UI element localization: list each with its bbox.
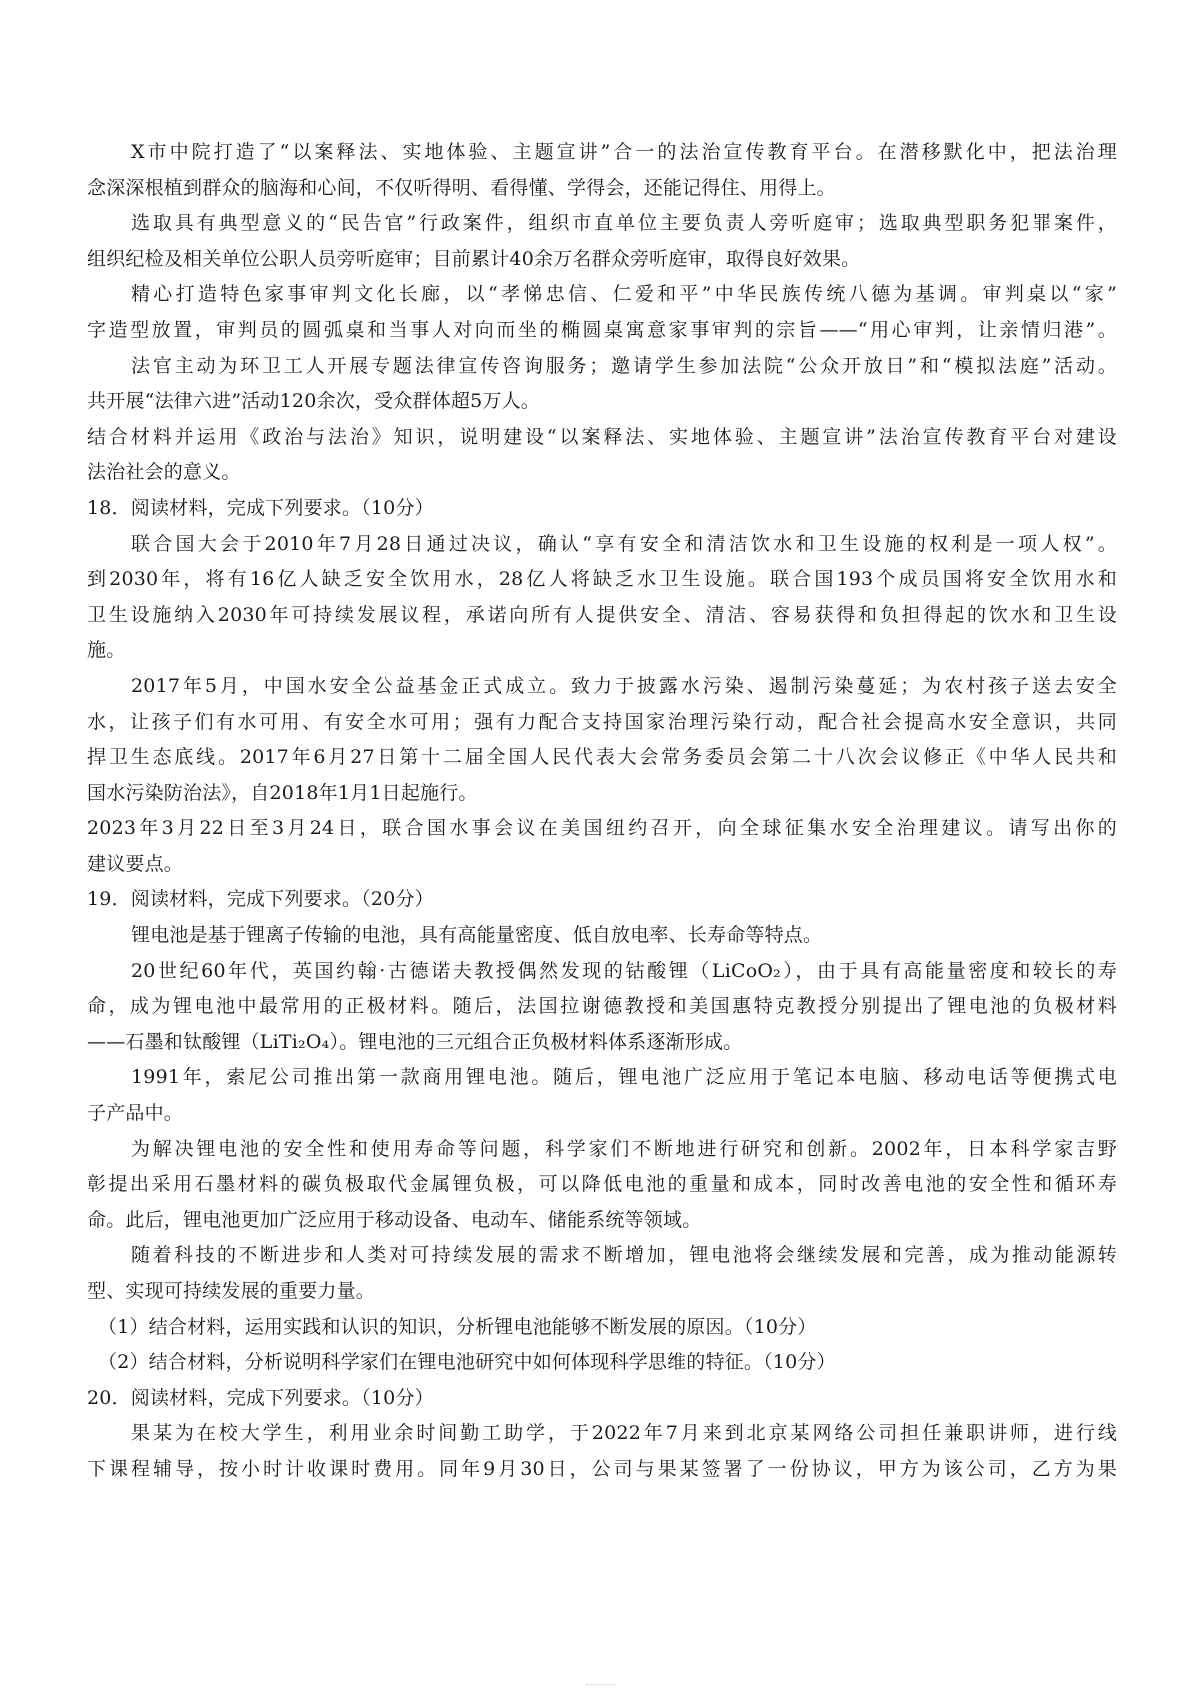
text-line: 彰提出采用石墨材料的碳负极取代金属锂负极，可以降低电池的重量和成本，同时改善电池的安全性和循环寿 [87,1173,1117,1196]
text-line: 组织纪检及相关单位公职人员旁听庭审；目前累计40余万名群众旁听庭审，取得良好效果。 [87,247,861,270]
text-line: 型、实现可持续发展的重要力量。 [87,1280,376,1302]
text-line: 联合国大会于2010年7月28日通过决议，确认“享有安全和清洁饮水和卫生设施的权利是一项人权”。 [131,532,1117,555]
text-line: 子产品中。 [87,1102,184,1125]
text-line: 结合材料并运用《政治与法治》知识，说明建设“以案释法、实地体验、主题宣讲”法治宣传教育平台对建设 [87,425,1117,448]
text-line: 念深深根植到群众的脑海和心间，不仅听得明、看得懂、学得会，还能记得住、用得上。 [87,176,836,199]
text-line: 1991年，索尼公司推出第一款商用锂电池。随后，锂电池广泛应用于笔记本电脑、移动电话等便携式电 [131,1066,1117,1089]
text-line: 建议要点。 [87,852,184,875]
text-line: （2）结合材料，分析说明科学家们在锂电池研究中如何体现科学思维的特征。（10分） [98,1351,836,1374]
text-line: 2017年5月，中国水安全公益基金正式成立。致力于披露水污染、遏制污染蔓延；为农村孩子送去安全 [131,674,1117,697]
text-line: 随着科技的不断进步和人类对可持续发展的需求不断增加，锂电池将会继续发展和完善，成为推动能源转 [131,1244,1117,1267]
text-line: 水，让孩子们有水可用、有安全水可用；强有力配合支持国家治理污染行动，配合社会提高水安全意识，共同 [87,710,1117,733]
text-line: 精心打造特色家事审判文化长廊，以“孝悌忠信、仁爱和平”中华民族传统八德为基调。审判桌以“家” [131,283,1117,306]
text-line: 法官主动为环卫工人开展专题法律宣传咨询服务；邀请学生参加法院“公众开放日”和“模拟法庭”活动。 [131,354,1117,377]
text-line: 捍卫生态底线。2017年6月27日第十二届全国人民代表大会常务委员会第二十八次会议修正《中华人民共和 [87,746,1117,769]
text-line: 20世纪60年代，英国约翰·古德诺夫教授偶然发现的钴酸锂（LiCoO₂），由于具有高能量密度和较长的寿 [131,959,1117,982]
footer-divider [586,1684,616,1687]
text-line: 命，成为锂电池中最常用的正极材料。随后，法国拉谢德教授和美国惠特克教授分别提出了锂电池的负极材料 [87,995,1117,1018]
text-line: 20．阅读材料，完成下列要求。（10分） [87,1386,434,1409]
text-line: 字造型放置，审判员的圆弧桌和当事人对向而坐的椭圆桌寓意家事审判的宗旨——“用心审判，让亲情归港”。 [87,318,1117,341]
text-line: 法治社会的意义。 [87,461,241,484]
text-line: 果某为在校大学生，利用业余时间勤工助学，于2022年7月来到北京某网络公司担任兼职讲师，进行线 [131,1422,1117,1445]
text-line: 国水污染防治法》，自2018年1月1日起施行。 [87,781,478,804]
document-page [87,135,1117,1488]
text-line: 下课程辅导，按小时计收课时费用。同年9月30日，公司与果某签署了一份协议，甲方为该公司，乙方为果 [87,1457,1117,1480]
text-line: 2023年3月22日至3月24日，联合国水事会议在美国纽约召开，向全球征集水安全治理建议。请写出你的 [87,817,1117,840]
text-line: （1）结合材料，运用实践和认识的知识，分析锂电池能够不断发展的原因。（10分） [98,1315,817,1338]
text-line: 锂电池是基于锂离子传输的电池，具有高能量密度、低自放电率、长寿命等特点。 [131,924,823,947]
text-line: 18．阅读材料，完成下列要求。（10分） [87,496,434,519]
text-line: 选取具有典型意义的“民告官”行政案件，组织市直单位主要负责人旁听庭审；选取典型职务犯罪案件， [131,212,1117,235]
text-line: 施。 [87,639,126,662]
text-line: 为解决锂电池的安全性和使用寿命等问题，科学家们不断地进行研究和创新。2002年，日本科学家吉野 [131,1137,1117,1160]
text-line: 共开展“法律六进”活动120余次，受众群体超5万人。 [87,390,540,413]
text-line: 到2030年，将有16亿人缺乏安全饮用水，28亿人将缺乏水卫生设施。联合国193个成员国将安全饮用水和 [87,568,1117,591]
text-line: 19．阅读材料，完成下列要求。（20分） [87,888,434,911]
text-line: X市中院打造了“以案释法、实地体验、主题宣讲”合一的法治宣传教育平台。在潜移默化中，把法治理 [131,141,1117,163]
text-line: 命。此后，锂电池更加广泛应用于移动设备、电动车、储能系统等领域。 [87,1208,702,1231]
text-line: ——石墨和钛酸锂（LiTi₂O₄）。锂电池的三元组合正负极材料体系逐渐形成。 [87,1030,743,1053]
text-line: 卫生设施纳入2030年可持续发展议程，承诺向所有人提供安全、清洁、容易获得和负担得起的饮水和卫生设 [87,603,1117,626]
